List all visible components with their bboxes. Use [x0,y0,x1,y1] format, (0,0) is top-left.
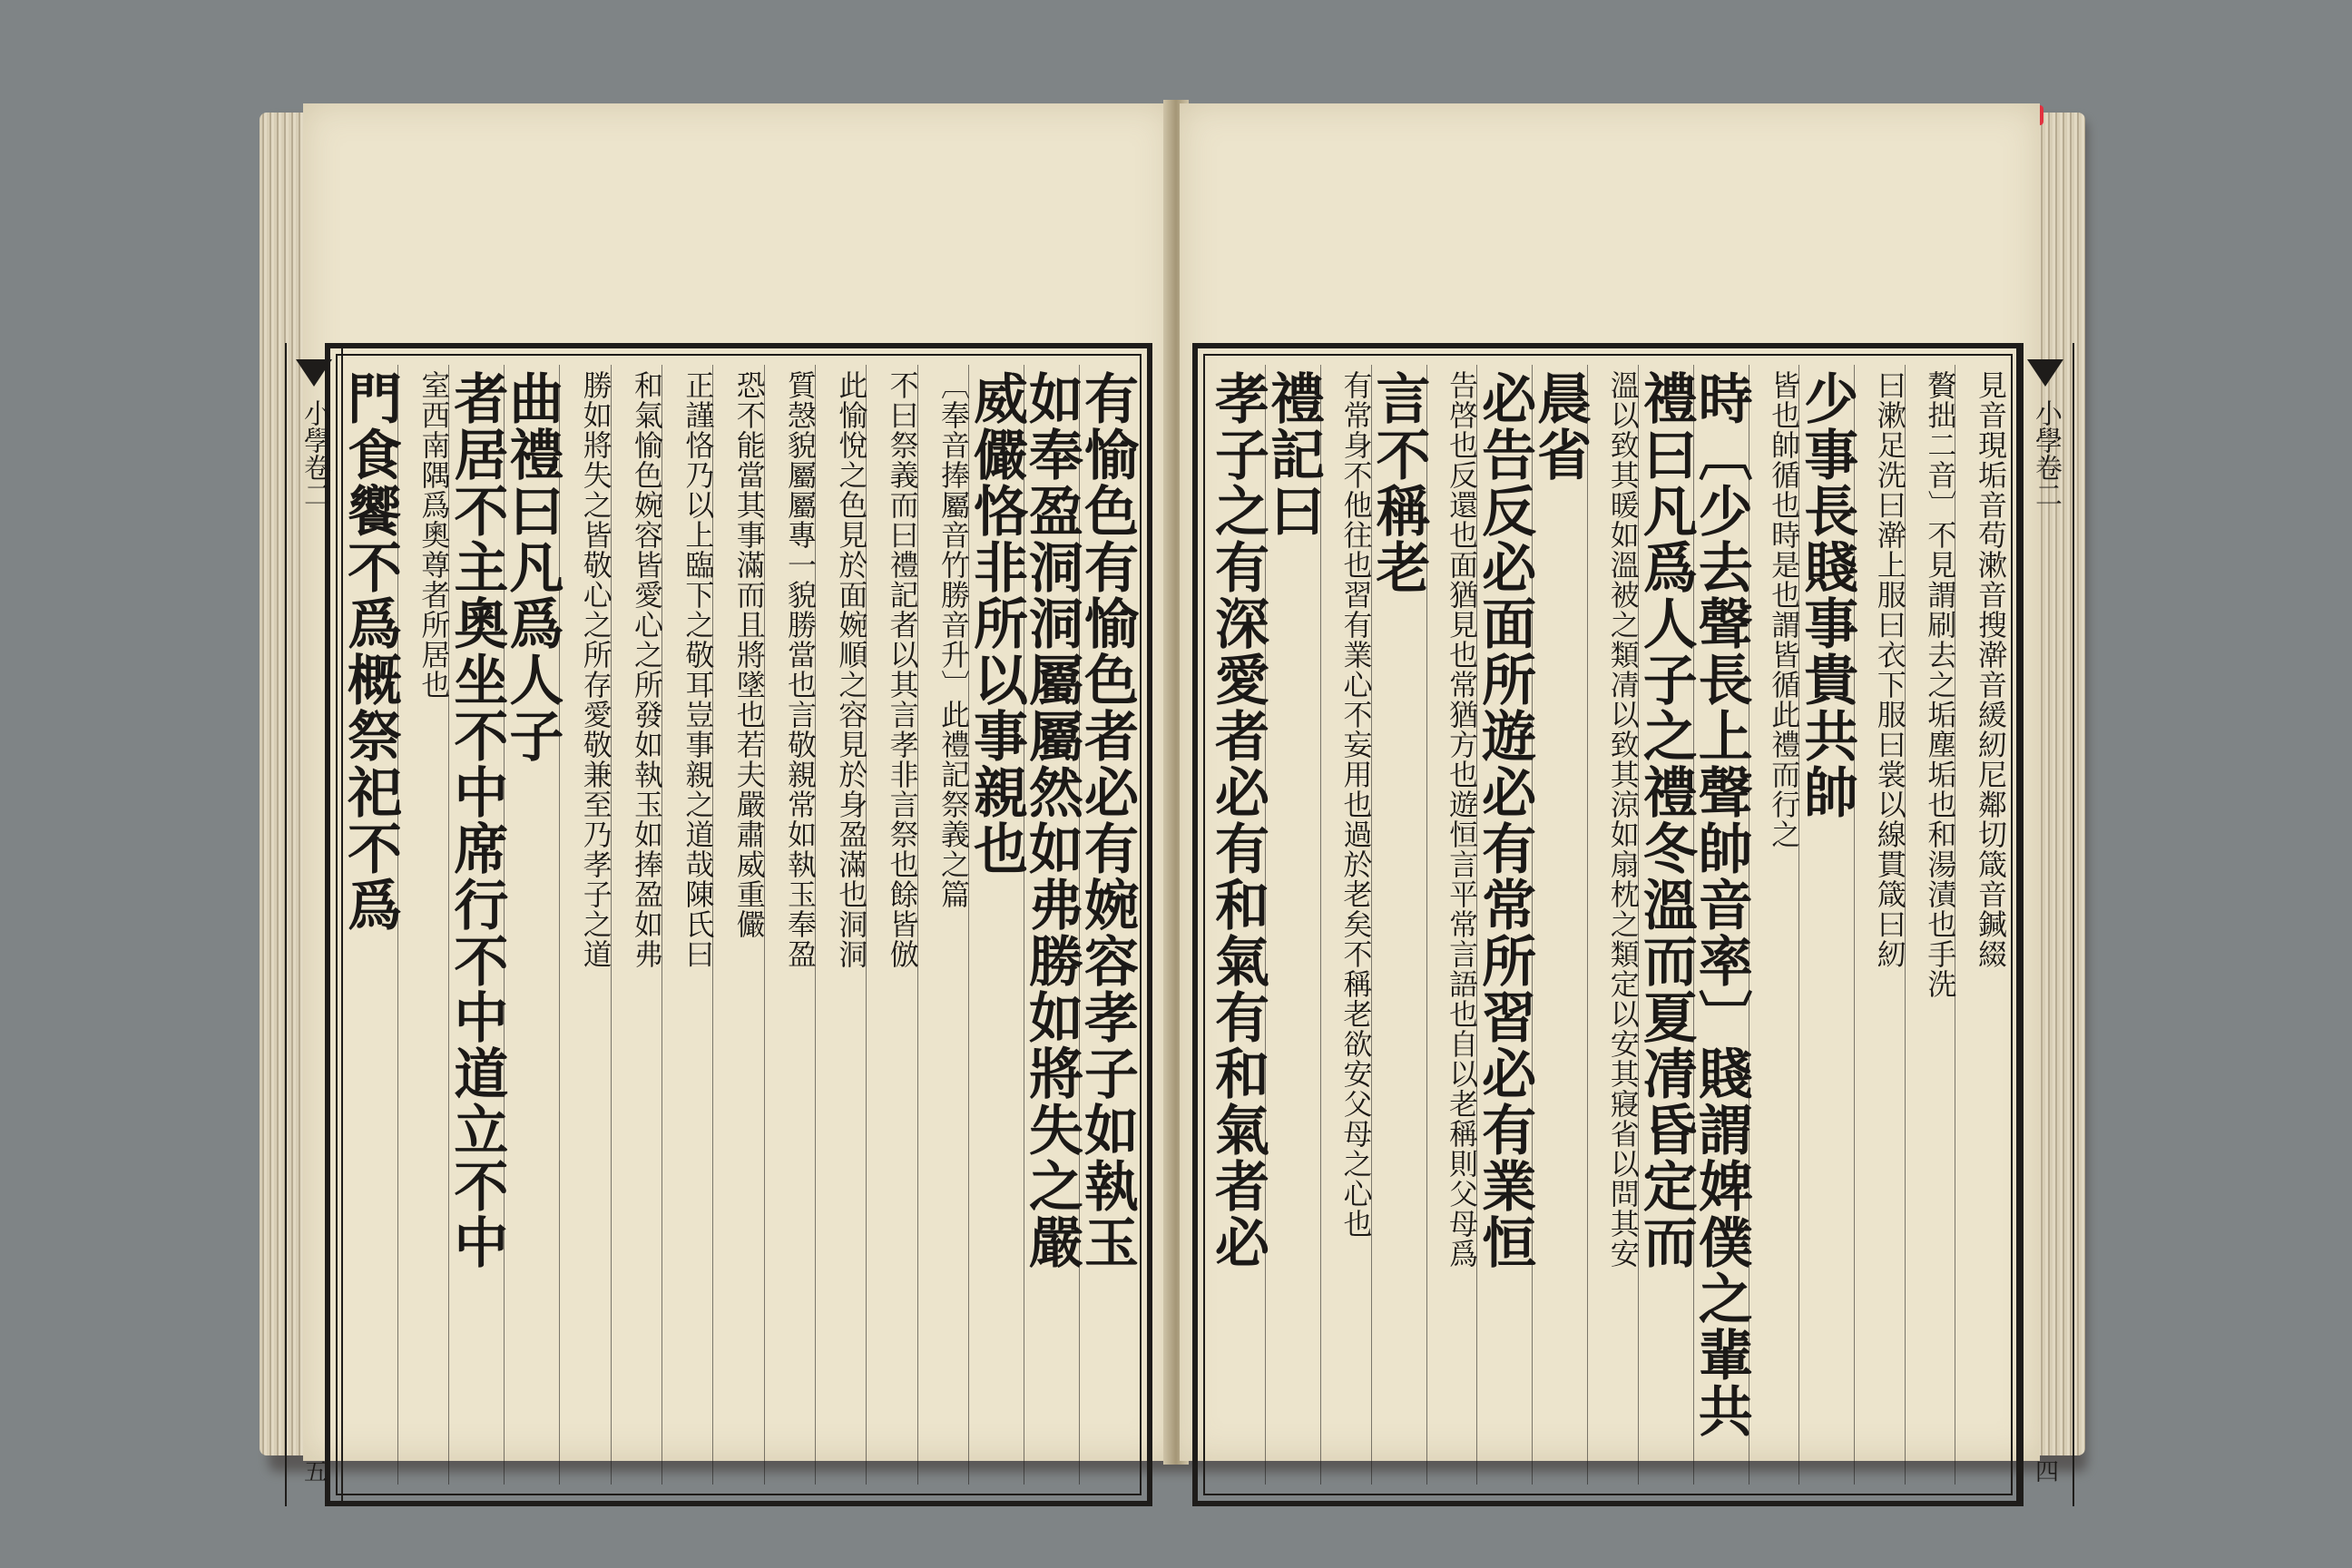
text-column: 見音現垢音苟漱音搜澣音緩紉尼鄰切箴音鍼綴 [1955,365,2005,1485]
text-column: 必告反必面所遊必有常所習必有業恒 [1476,365,1532,1485]
text-column: 如奉盈洞洞屬屬然如弗勝如將失之嚴 [1024,365,1079,1485]
folio-number: 四 [2031,1459,2059,1483]
text-column: 者居不主奧坐不中席行不中道立不中 [448,365,504,1485]
text-column: 不曰祭義而曰禮記者以其言孝非言祭也餘皆倣 [866,365,916,1485]
right-columns [1205,365,2008,1485]
folio-number: 五 [299,1459,328,1483]
text-column: 和氣愉色婉容皆愛心之所發如執玉如捧盈如弗 [611,365,662,1485]
fish-tail-mark [2027,359,2063,387]
text-column: 少事長賤事貴共帥 [1798,365,1854,1485]
text-column: 勝如將失之皆敬心之所存愛敬兼至乃孝子之道 [559,365,610,1485]
text-column: 孝子之有深愛者必有和氣有和氣者必 [1205,370,1269,1270]
hanshin-title: 小學卷二 [299,399,330,508]
text-column: 有常身不他往也習有業心不妄用也過於老矣不稱老欲安父母之心也 [1320,365,1371,1485]
text-column: 皆也帥循也時是也謂皆循此禮而行之 [1749,365,1799,1485]
text-column: 曰漱足洗曰澣上服曰衣下服曰裳以線貫箴曰紉 [1854,365,1905,1485]
text-column: 室西南隅爲奧尊者所居也 [397,365,448,1485]
right-text-frame [1192,343,2024,1506]
text-column: 溫以致其暖如溫被之類凊以致其涼如扇枕之類定以安其寢省以問其安 [1587,365,1638,1485]
text-column: 告啓也反還也面猶見也常猶方也遊恒言平常言語也自以老稱則父母爲 [1426,365,1477,1485]
text-column: 此愉悅之色見於面婉順之容見於身盈滿也洞洞 [815,365,866,1485]
text-column: 贅拙二音〕不見謂刷去之垢塵垢也和湯漬也手洗 [1905,365,1955,1485]
text-column: 威儼恪非所以事親也 [968,365,1024,1485]
left-page [299,103,1172,1483]
text-column: 質愨貌屬屬專一貌勝當也言敬親常如執玉奉盈 [764,365,815,1485]
left-columns [338,365,1139,1485]
text-column: 時〔少去聲長上聲帥音率〕賤謂婢僕之輩共 [1693,365,1749,1485]
text-column: 有愉色有愉色者必有婉容孝子如執玉 [1079,365,1134,1485]
left-hanshin [285,343,343,1506]
text-column: 言不稱老 [1371,365,1426,1485]
text-column: 禮記曰 [1265,365,1320,1485]
text-column: 禮曰凡爲人子之禮冬溫而夏凊昏定而 [1638,365,1693,1485]
text-column: 晨省 [1532,365,1587,1485]
right-page [1180,103,2062,1483]
text-column: 門食饗不爲概祭祀不爲 [338,370,403,933]
text-column: 曲禮曰凡爲人子 [504,365,559,1485]
text-column: 恐不能當其事滿而且將墜也若夫嚴肅威重儼 [712,365,763,1485]
text-column: 〔奉音捧屬音竹勝音升〕此禮記祭義之篇 [917,365,968,1485]
right-hanshin [2016,343,2074,1506]
fish-tail-mark [296,359,332,387]
left-text-frame [325,343,1152,1506]
hanshin-title: 小學卷二 [2030,399,2062,508]
text-column: 正謹恪乃以上臨下之敬耳豈事親之道哉陳氏曰 [662,365,712,1485]
